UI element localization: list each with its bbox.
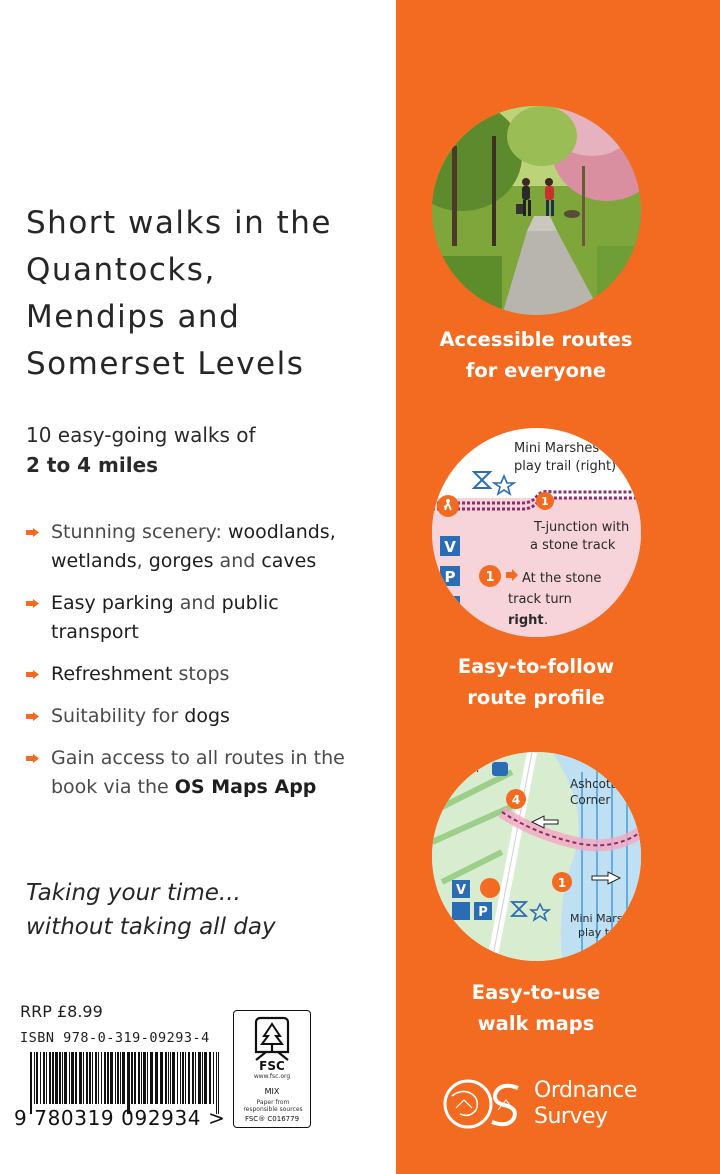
bullet-keyword: gorges: [148, 550, 214, 572]
bullet-text: book via the: [51, 776, 175, 798]
bullet-text: and: [213, 550, 262, 572]
instruction-text: At the stone: [522, 571, 602, 586]
publisher-name: [534, 1078, 637, 1130]
price-label: RRP £8.99: [20, 1002, 103, 1021]
bullet-keyword: public: [221, 592, 279, 614]
bullet-arrow-icon: [26, 754, 39, 763]
intro-line: 10 easy-going walks of: [26, 423, 256, 447]
route-profile-sample: [432, 428, 641, 637]
ordnance-survey-logo-icon: [442, 1078, 528, 1130]
place-label: Corner: [570, 793, 611, 807]
bullet-text: stops: [172, 663, 230, 685]
feature-list: [26, 518, 386, 815]
facilities-icon: [452, 902, 470, 920]
feature-caption: [396, 324, 676, 386]
bullet-arrow-icon: [26, 599, 39, 608]
fsc-word: FSC: [259, 1059, 285, 1073]
place-label: Ashcott: [570, 777, 616, 791]
bullet-text: Stunning scenery:: [51, 521, 228, 543]
list-item: [26, 702, 386, 731]
book-title: [26, 200, 391, 388]
sign-letter: P: [478, 905, 488, 920]
bullet-keyword: Refreshment: [51, 663, 173, 685]
bullet-arrow-icon: [26, 670, 39, 679]
instruction-text: track turn: [508, 592, 572, 607]
fsc-tree-icon: [246, 1016, 298, 1062]
fsc-paper-line: responsible sources: [243, 1106, 303, 1113]
caption-line: Easy-to-follow: [457, 655, 615, 678]
caption-line: walk maps: [477, 1012, 595, 1035]
bullet-keyword: transport: [51, 621, 139, 643]
caption-line: Easy-to-use: [471, 981, 601, 1004]
bullet-keyword: caves: [261, 550, 317, 572]
bullet-keyword: wetlands: [51, 550, 137, 572]
bullet-keyword: woodlands,: [227, 521, 336, 543]
profile-label: a stone track: [530, 538, 616, 553]
route-marker-number: 1: [557, 876, 567, 890]
tagline-line: without taking all day: [26, 914, 276, 940]
title-line: Mendips and: [26, 299, 241, 335]
route-marker-number: 4: [511, 793, 521, 807]
bullet-text: Gain access to all routes in the: [51, 747, 345, 769]
route-marker-number: 1: [485, 570, 495, 585]
barcode-icon: [28, 1052, 224, 1114]
tagline: [26, 876, 276, 944]
features-panel: [396, 0, 720, 1174]
bullet-text: and: [173, 592, 222, 614]
cafe-icon: [492, 762, 508, 776]
bullet-arrow-icon: [26, 528, 39, 537]
list-item: [26, 589, 386, 647]
feature-caption: [396, 651, 676, 713]
walk-map-illustration: [432, 752, 641, 961]
intro-distance: 2 to 4 miles: [26, 453, 159, 477]
tagline-line: Taking your time...: [26, 880, 241, 906]
instruction-bold: right: [508, 613, 544, 628]
road-label: nn: [466, 764, 479, 775]
sign-letter: P: [444, 568, 456, 586]
title-line: Quantocks,: [26, 252, 216, 288]
walk-map-sample: [432, 752, 641, 961]
bullet-arrow-icon: [26, 712, 39, 721]
walker-marker-icon: [480, 878, 500, 898]
profile-label: Mini Marshes: [514, 441, 600, 456]
sign-letter: V: [455, 883, 467, 898]
fsc-mix: MIX: [264, 1087, 280, 1096]
poi-label: play trail: [578, 926, 627, 939]
publisher-logo: [442, 1074, 702, 1136]
bullet-keyword: dogs: [184, 705, 230, 727]
bullet-keyword: Easy parking: [51, 592, 174, 614]
list-item: [26, 744, 386, 802]
poi-label: Mini Marsh: [570, 912, 630, 925]
list-item: [26, 660, 386, 689]
caption-line: Accessible routes: [439, 328, 633, 351]
fsc-code: FSC® C016779: [244, 1115, 300, 1123]
publisher-name-line: Survey: [534, 1104, 608, 1129]
fsc-url: www.fsc.org: [253, 1073, 291, 1080]
fsc-paper-line: Paper from: [256, 1099, 290, 1106]
fsc-label: [233, 1010, 311, 1128]
bullet-text: ,: [136, 550, 149, 572]
route-marker-number: 1: [541, 495, 549, 508]
title-line: Short walks in the: [26, 205, 332, 241]
publisher-name-line: Ordnance: [534, 1078, 637, 1103]
barcode-digits: 9 780319 092934 >: [14, 1106, 226, 1130]
intro-text: [26, 420, 256, 480]
walkers-photo-illustration: [432, 106, 641, 315]
title-line: Somerset Levels: [26, 346, 305, 382]
walkers-photo: [432, 106, 641, 315]
fsc-paper-note: [237, 1099, 309, 1113]
feature-caption: [396, 977, 676, 1039]
isbn-label: ISBN 978-0-319-09293-4: [20, 1030, 210, 1046]
facilities-icon: [440, 596, 460, 616]
profile-label: T-junction with: [534, 520, 630, 535]
list-item: [26, 518, 386, 576]
sign-letter: V: [444, 538, 456, 556]
bullet-keyword: OS Maps App: [174, 776, 317, 798]
profile-label: play trail (right): [514, 459, 617, 474]
instruction-text: .: [544, 613, 549, 628]
caption-line: route profile: [467, 686, 605, 709]
bullet-text: Suitability for: [51, 705, 185, 727]
route-profile-illustration: [432, 428, 641, 637]
caption-line: for everyone: [465, 359, 607, 382]
